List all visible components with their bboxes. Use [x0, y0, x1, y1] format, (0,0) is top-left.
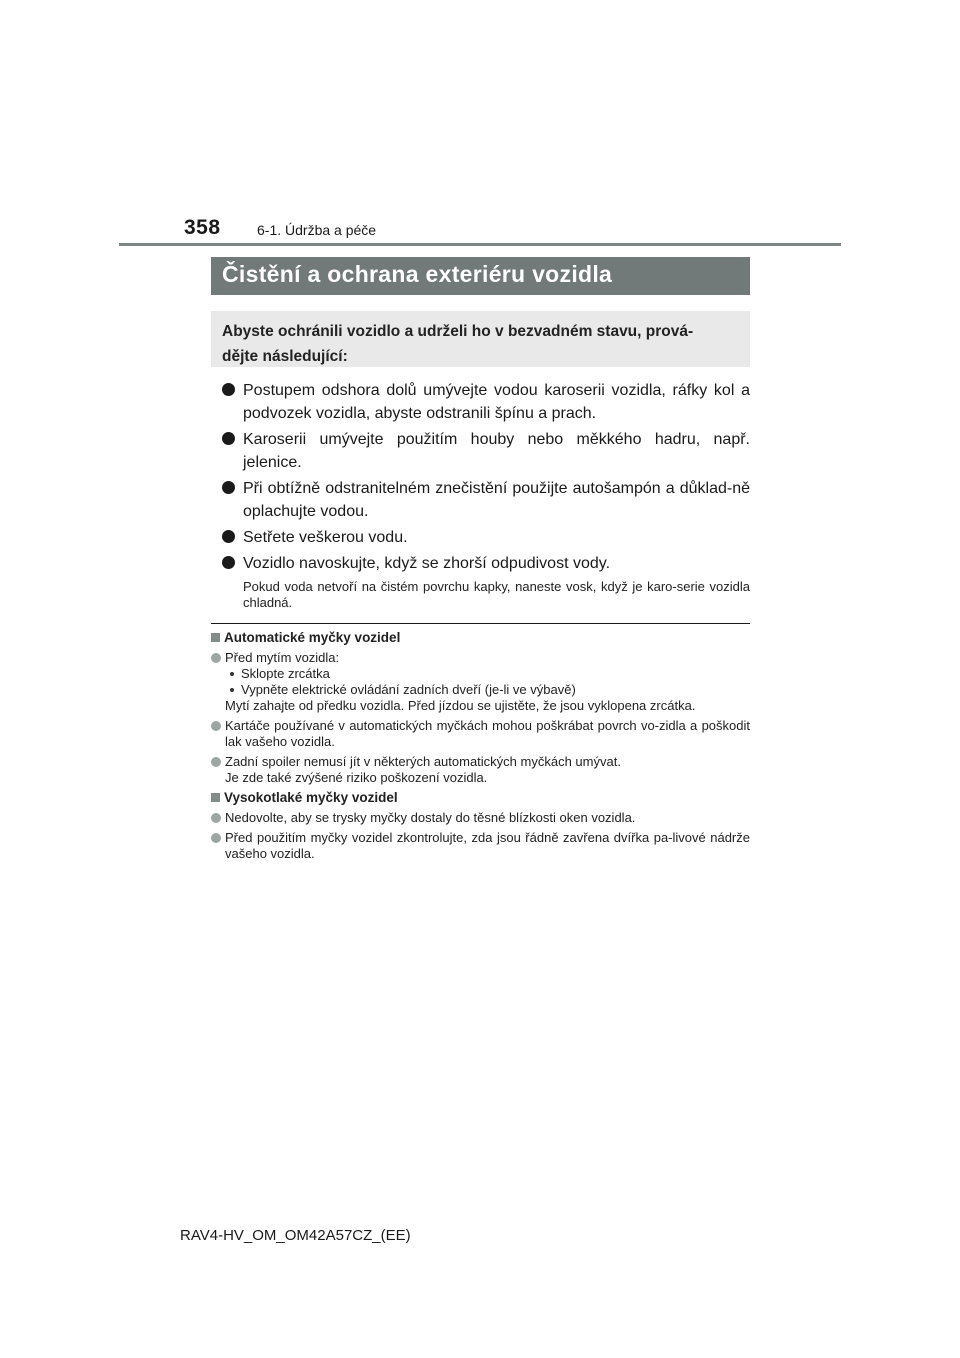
circle-bullet-icon: [211, 813, 221, 823]
header-divider: [119, 243, 841, 246]
bullet-list: [222, 379, 750, 611]
document-code: RAV4-HV_OM_OM42A57CZ_(EE): [180, 1227, 411, 1244]
section-reference: 6-1. Údržba a péče: [257, 222, 377, 238]
note-text: Zadní spoiler nemusí jít v některých automatických myčkách umývat.: [225, 754, 621, 769]
note-item: [211, 830, 750, 862]
bullet-icon: [222, 481, 235, 494]
circle-bullet-icon: [211, 757, 221, 767]
section-heading-text: Vysokotlaké myčky vozidel: [224, 790, 398, 805]
note-text: Kartáče používané v automatických myčkách mohou poškrábat povrch vo-zidla a poškodit lak vašeho vozidla.: [225, 718, 750, 749]
bullets-note: Pokud voda netvoří na čistém povrchu kapky, naneste vosk, když je karo-serie vozidla chladná.: [243, 579, 750, 610]
note-text: Mytí zahajte od předku vozidla. Před jízdou se ujistěte, že jsou vyklopena zrcátka.: [225, 698, 696, 713]
notes-section: [211, 630, 750, 866]
note-item: [211, 718, 750, 750]
section-divider: [211, 623, 750, 624]
section-heading: [211, 790, 750, 806]
bullet-text: Vozidlo navoskujte, když se zhorší odpudivost vody.: [243, 555, 611, 572]
intro-box: [211, 311, 750, 367]
page-title: Čistění a ochrana exteriéru vozidla: [211, 257, 750, 295]
note-text: Před použitím myčky vozidel zkontrolujte, zda jsou řádně zavřena dvířka pa-livové nádrže vašeho vozidla.: [225, 830, 750, 861]
list-item: [222, 477, 750, 523]
small-bullet-icon: [230, 688, 234, 692]
note-item: [211, 810, 750, 826]
bullet-icon: [222, 383, 235, 396]
section-heading-text: Automatické myčky vozidel: [224, 630, 401, 645]
list-item: [222, 552, 750, 575]
circle-bullet-icon: [211, 653, 221, 663]
bullet-icon: [222, 432, 235, 445]
bullet-text: Postupem odshora dolů umývejte vodou karoserii vozidla, ráfky kol a podvozek vozidla, abyste odstranili špínu a prach.: [243, 382, 750, 422]
sub-item: [225, 666, 750, 682]
bullet-text: Karoserii umývejte použitím houby nebo měkkého hadru, např. jelenice.: [243, 431, 750, 471]
square-bullet-icon: [211, 633, 220, 642]
sub-item-text: Sklopte zrcátka: [241, 666, 330, 681]
bullet-icon: [222, 556, 235, 569]
bullet-text: Při obtížně odstranitelném znečistění použijte autošampón a důklad-ně oplachujte vodou.: [243, 480, 750, 520]
note-item: [211, 650, 750, 714]
note-text: Před mytím vozidla:: [225, 650, 340, 665]
circle-bullet-icon: [211, 721, 221, 731]
list-item: [222, 526, 750, 549]
note-text: Je zde také zvýšené riziko poškození vozidla.: [225, 770, 488, 785]
bullet-text: Setřete veškerou vodu.: [243, 529, 408, 546]
list-item: [222, 379, 750, 425]
small-bullet-icon: [230, 672, 234, 676]
section-heading: [211, 630, 750, 646]
square-bullet-icon: [211, 793, 220, 802]
list-item: [222, 428, 750, 474]
bullet-icon: [222, 530, 235, 543]
intro-text: Abyste ochránili vozidlo a udrželi ho v bezvadném stavu, prová- dějte následující:: [222, 323, 694, 365]
sub-item-text: Vypněte elektrické ovládání zadních dveří (je-li ve výbavě): [241, 682, 576, 697]
circle-bullet-icon: [211, 833, 221, 843]
sub-item: [225, 682, 750, 698]
note-text: Nedovolte, aby se trysky myčky dostaly do těsné blízkosti oken vozidla.: [225, 810, 636, 825]
page-number: 358: [184, 216, 221, 239]
note-item: [211, 754, 750, 786]
